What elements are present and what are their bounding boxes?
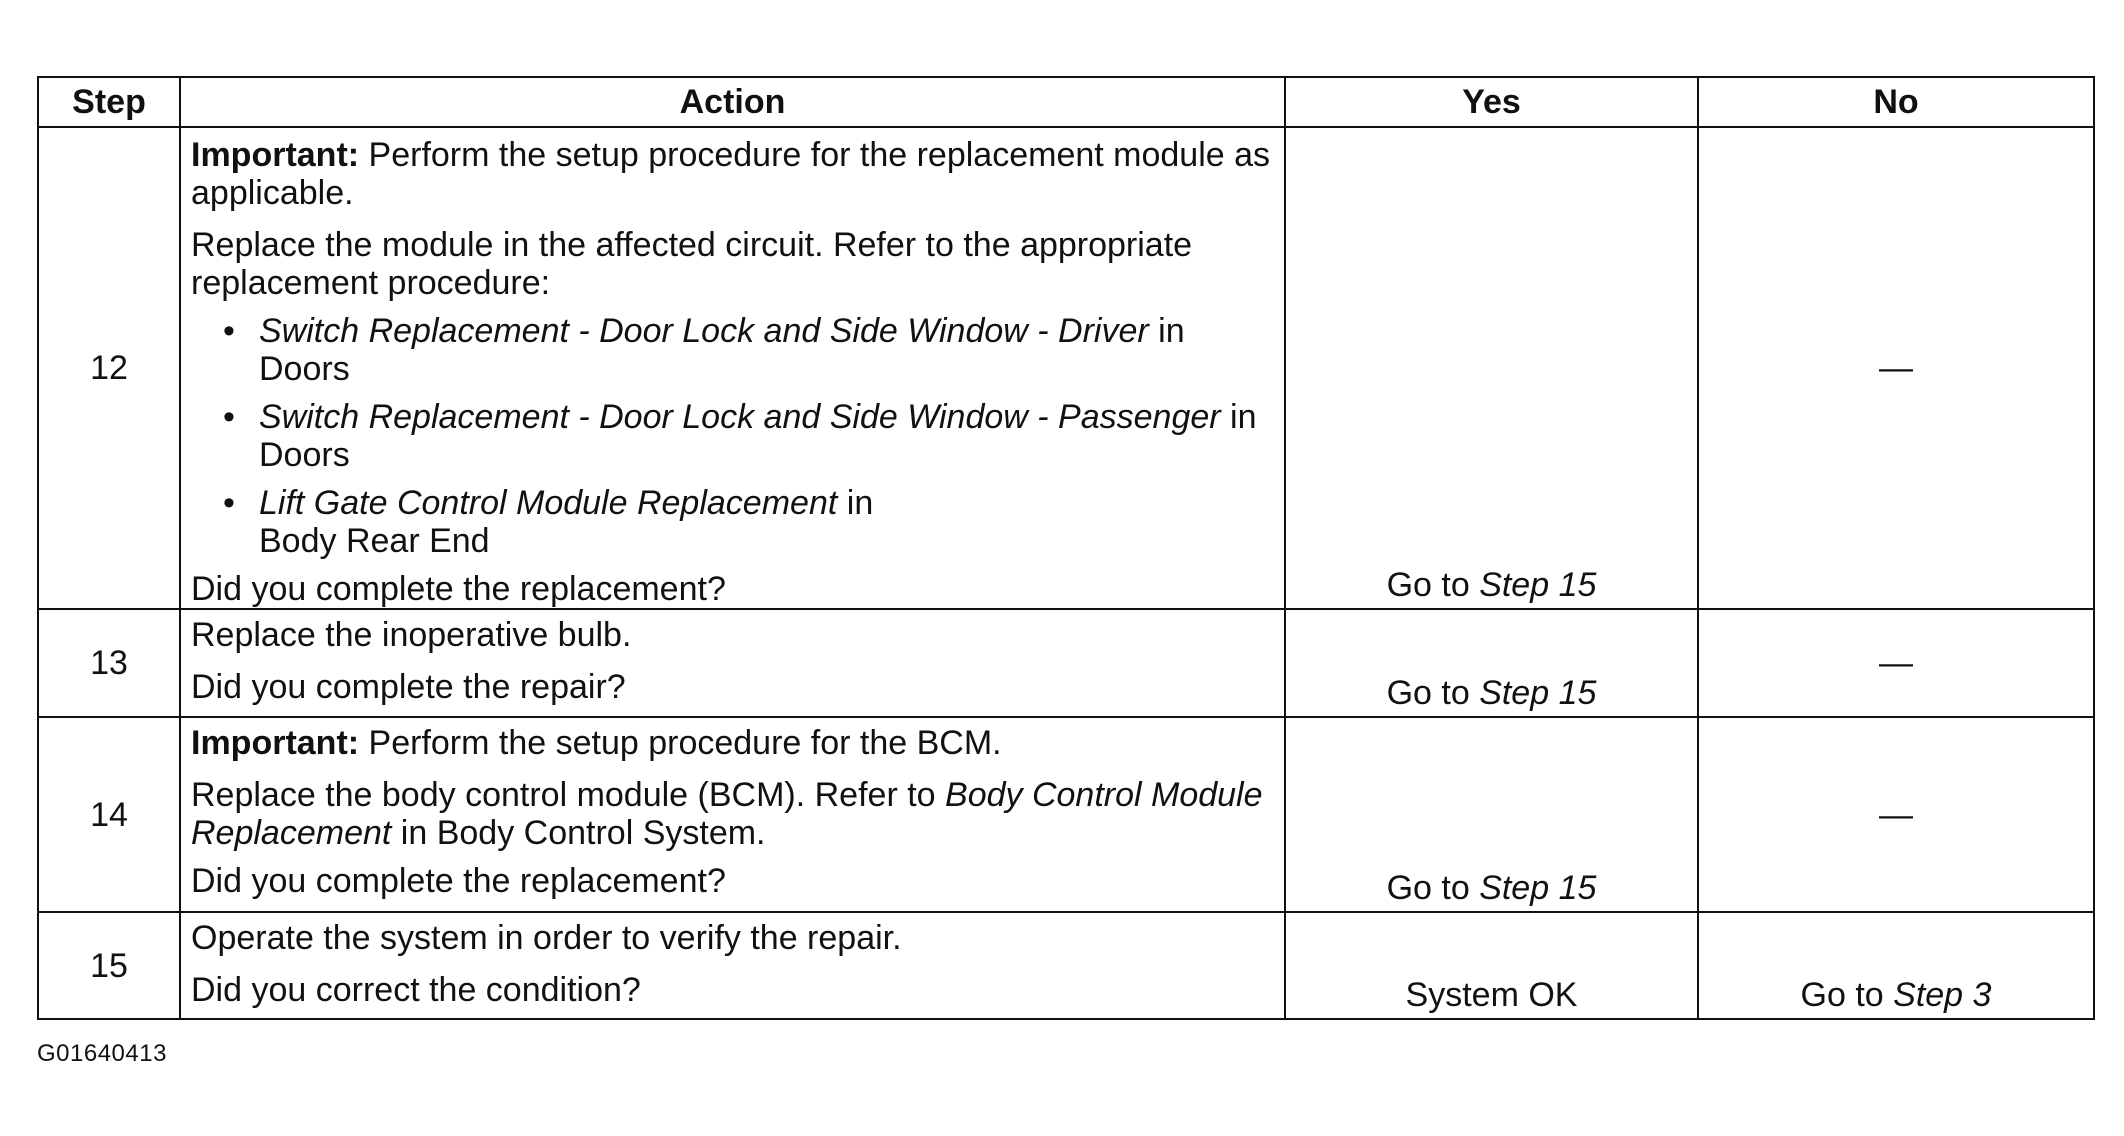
figure-id: G01640413 xyxy=(37,1040,167,1067)
question-text: Did you correct the condition? xyxy=(191,971,641,1009)
question-text: Did you complete the replacement? xyxy=(191,862,726,900)
important-note xyxy=(191,136,1274,212)
yes-cell: System OK xyxy=(1285,912,1698,1019)
header-row xyxy=(38,77,2094,127)
step-number: 14 xyxy=(38,717,180,912)
instruction-post: in Body Control System. xyxy=(391,814,766,852)
table-row xyxy=(38,127,2094,609)
yes-step-ref: Step 15 xyxy=(1479,674,1597,712)
important-label: Important: xyxy=(191,724,360,762)
header-step: Step xyxy=(38,77,180,127)
action-cell xyxy=(180,127,1285,609)
procedure-ref: Switch Replacement - Door Lock and Side Window - Driver xyxy=(259,312,1149,350)
no-cell: — xyxy=(1698,609,2094,717)
step-number: 13 xyxy=(38,609,180,717)
action-cell xyxy=(180,717,1285,912)
yes-step-ref: Step 15 xyxy=(1479,869,1597,907)
procedure-list xyxy=(191,312,1274,560)
question-text: Did you complete the replacement? xyxy=(191,570,726,608)
important-label: Important: xyxy=(191,136,360,174)
important-text: Perform the setup procedure for the replacement module as applicable. xyxy=(191,136,1271,212)
header-action: Action xyxy=(180,77,1285,127)
no-cell xyxy=(1698,912,2094,1019)
list-item xyxy=(191,312,1274,388)
yes-step-ref: Step 15 xyxy=(1479,566,1597,604)
instruction-pre: Replace the body control module (BCM). Refer to xyxy=(191,776,946,814)
instruction-text: Replace the module in the affected circuit. Refer to the appropriate replacement procedure: xyxy=(191,226,1193,302)
yes-cell xyxy=(1285,127,1698,609)
important-text: Perform the setup procedure for the BCM. xyxy=(359,724,1002,762)
no-step-ref: Step 3 xyxy=(1893,976,1992,1014)
yes-cell xyxy=(1285,609,1698,717)
procedure-location: in Doors xyxy=(259,312,1185,388)
no-cell: — xyxy=(1698,127,2094,609)
instruction-text: Replace the inoperative bulb. xyxy=(191,616,632,654)
instruction-ref: Body Control Module Replacement xyxy=(191,776,1263,852)
no-prefix: Go to xyxy=(1800,976,1894,1014)
important-note xyxy=(191,724,1274,762)
yes-prefix: Go to xyxy=(1386,674,1480,712)
list-item xyxy=(191,398,1274,474)
procedure-ref: Lift Gate Control Module Replacement xyxy=(259,484,838,522)
step-number: 15 xyxy=(38,912,180,1019)
procedure-location: in Doors xyxy=(259,398,1257,474)
bullet-icon: • xyxy=(223,484,235,522)
step-number: 12 xyxy=(38,127,180,609)
header-no: No xyxy=(1698,77,2094,127)
table-row xyxy=(38,717,2094,912)
diagnostic-table xyxy=(37,76,2095,1020)
table-row xyxy=(38,912,2094,1019)
procedure-location: in Body Rear End xyxy=(259,484,874,560)
header-yes: Yes xyxy=(1285,77,1698,127)
action-cell xyxy=(180,609,1285,717)
yes-prefix: Go to xyxy=(1386,566,1480,604)
instruction-text: Operate the system in order to verify the repair. xyxy=(191,919,902,957)
action-cell xyxy=(180,912,1285,1019)
instruction-text xyxy=(191,776,1274,852)
list-item xyxy=(191,484,1274,560)
yes-prefix: Go to xyxy=(1386,869,1480,907)
procedure-ref: Switch Replacement - Door Lock and Side Window - Passenger xyxy=(259,398,1221,436)
table-row xyxy=(38,609,2094,717)
bullet-icon: • xyxy=(223,312,235,350)
yes-cell xyxy=(1285,717,1698,912)
question-text: Did you complete the repair? xyxy=(191,668,626,706)
no-cell: — xyxy=(1698,717,2094,912)
bullet-icon: • xyxy=(223,398,235,436)
